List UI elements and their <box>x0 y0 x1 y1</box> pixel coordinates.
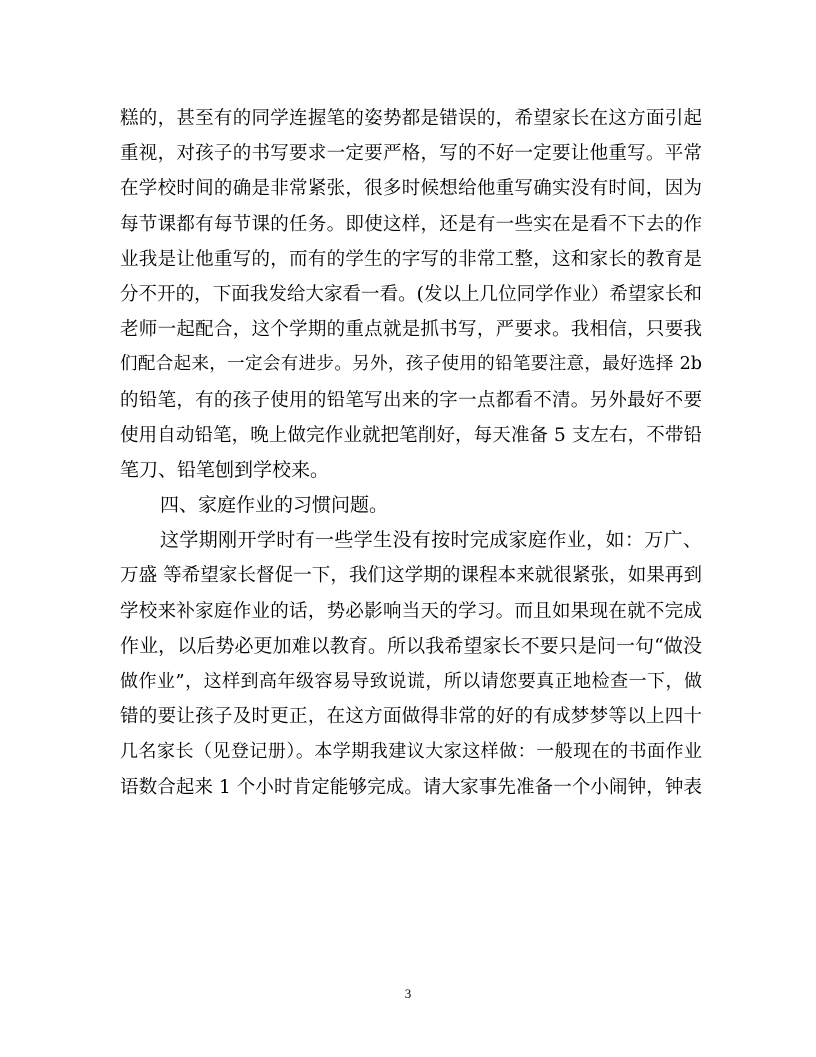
text-line: 语数合起来 1 个小时肯定能够完成。请大家事先准备一个小闹钟，钟表 <box>120 776 702 798</box>
text-line: 的铅笔，有的孩子使用的铅笔写出来的字一点都看不清。另外最好不要 <box>120 389 702 411</box>
text-line: 笔刀、铅笔刨到学校来。 <box>120 458 330 481</box>
text-line: 分不开的，下面我发给大家看一看。(发以上几位同学作业）希望家长和 <box>120 283 702 305</box>
text-line: 这学期刚开学时有一些学生没有按时完成家庭作业，如：万广、 <box>160 529 702 552</box>
page-number: 3 <box>404 986 412 1001</box>
document-body <box>120 101 702 805</box>
text-line: 错的要让孩子及时更正，在这方面做得非常的好的有成梦梦等以上四十 <box>120 706 702 728</box>
text-line: 几名家长（见登记册）。本学期我建议大家这样做：一般现在的书面作业 <box>120 741 702 763</box>
text-line: 老师一起配合，这个学期的重点就是抓书写，严要求。我相信，只要我 <box>120 319 702 341</box>
text-line: 在学校时间的确是非常紧张，很多时候想给他重写确实没有时间，因为 <box>120 178 702 200</box>
text-line: 作业，以后势必更加难以教育。所以我希望家长不要只是问一句“做没 <box>120 634 702 657</box>
text-line: 业我是让他重写的，而有的学生的字写的非常工整，这和家长的教育是 <box>120 248 702 270</box>
text-line: 做作业”，这样到高年级容易导致说谎，所以请您要真正地检查一下，做 <box>120 671 702 692</box>
section-heading: 四、家庭作业的习惯问题。 <box>160 494 389 517</box>
text-line: 每节课都有每节课的任务。即使这样，还是有一些实在是看不下去的作 <box>120 213 702 235</box>
text-line: 学校来补家庭作业的话，势必影响当天的学习。而且如果现在就不完成 <box>120 600 702 622</box>
text-line: 重视，对孩子的书写要求一定要严格，写的不好一定要让他重写。平常 <box>120 143 702 165</box>
text-line: 们配合起来，一定会有进步。另外，孩子使用的铅笔要注意，最好选择 2b <box>120 354 702 375</box>
text-line: 万盛 等希望家长督促一下，我们这学期的课程本来就很紧张，如果再到 <box>120 565 702 587</box>
text-line: 糕的，甚至有的同学连握笔的姿势都是错误的，希望家长在这方面引起 <box>120 108 702 129</box>
text-line: 使用自动铅笔，晚上做完作业就把笔削好，每天准备 5 支左右，不带铅 <box>120 424 702 446</box>
